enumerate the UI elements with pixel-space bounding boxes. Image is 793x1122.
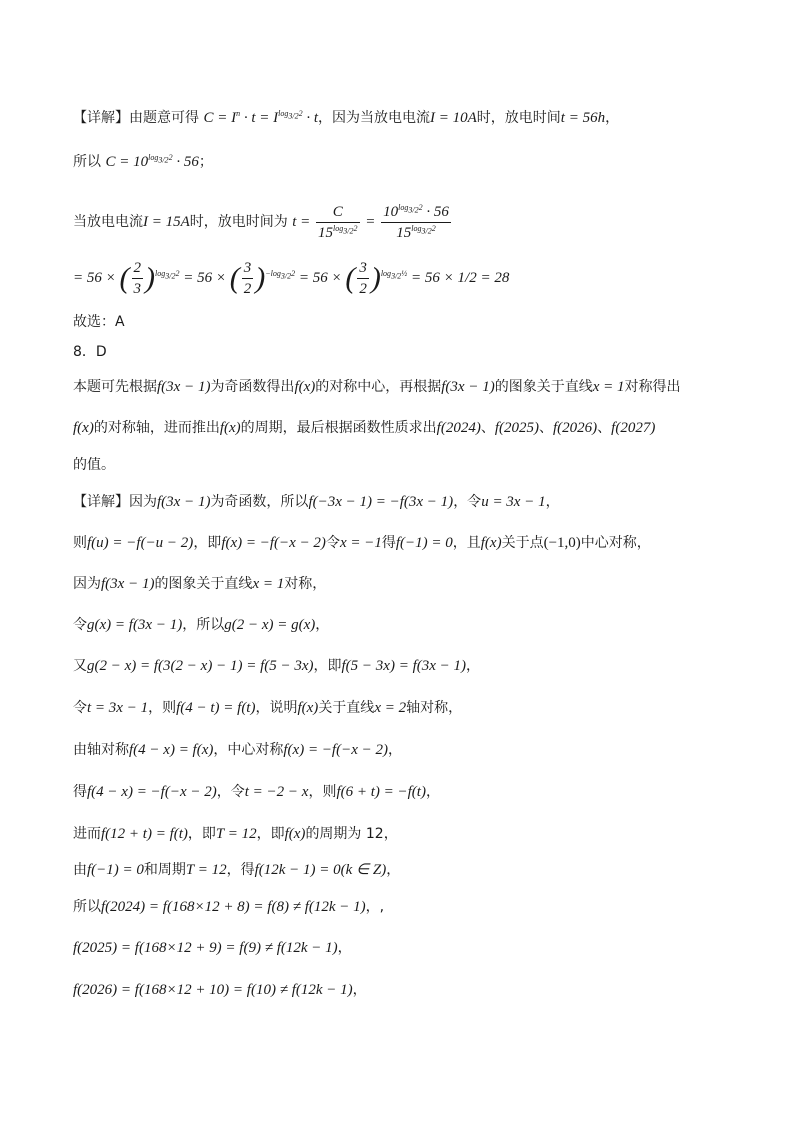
detail-label: 【详解】 — [73, 494, 129, 510]
text: 得 — [73, 784, 87, 800]
math: f(3x − 1) — [441, 379, 495, 395]
text: ，令 — [216, 784, 245, 800]
text: 关于直线 — [318, 700, 375, 716]
text: ， — [388, 742, 402, 758]
text: ，说明 — [255, 700, 298, 716]
capacity-formula: $C = I^n \cdot t = I^{log_{3/2}2} \cdot t$ — [203, 109, 319, 126]
text: 令 — [325, 535, 340, 551]
intro-line-3: 的值。 — [73, 457, 115, 473]
text: ， — [352, 982, 367, 998]
text: 时，放电时间为 — [189, 213, 288, 230]
text: ， — [545, 494, 560, 510]
math: x = 1 — [592, 379, 625, 395]
text: 为奇函数得出 — [210, 379, 295, 395]
math: f(2027) — [611, 420, 656, 436]
step-4 — [73, 615, 329, 635]
text: 时，放电时间 — [476, 110, 561, 126]
text: 的周期为 12， — [305, 826, 398, 842]
text: 、 — [480, 420, 495, 436]
step-6 — [73, 698, 462, 718]
text: ，因为当放电电流 — [318, 110, 431, 126]
text: 因为 — [73, 576, 101, 592]
text: ； — [198, 154, 213, 170]
math: f(12k − 1) = 0(k ∈ Z) — [254, 862, 387, 878]
text: 为奇函数，所以 — [210, 494, 309, 510]
step-11 — [73, 897, 384, 917]
math: T = 12 — [215, 826, 257, 842]
text: 得 — [381, 535, 396, 551]
text: 、 — [539, 420, 553, 436]
text: 因为 — [129, 494, 157, 510]
text: 本题可先根据 — [73, 379, 157, 395]
math: f(x) — [297, 700, 319, 716]
text: 的对称轴，进而推出 — [93, 420, 220, 436]
text: ，中心对称 — [213, 742, 284, 758]
math: f(4 − x) = f(x) — [129, 742, 214, 758]
text: 的周期，最后根据函数性质求出 — [240, 420, 437, 436]
time-formula: t = $\frac{C}{15^{log_{3/2}2}}$ = $\frac{10^{log_{3/2}2} \cdot 56}{15^{log_{3/2}2}}$ — [292, 203, 449, 241]
step-13 — [73, 980, 367, 1000]
text: ， — [466, 658, 481, 674]
math: f(2026) = f(168×12 + 10) = f(10) ≠ f(12k − 1) — [73, 982, 353, 998]
time-computation: = 56 × ( $\frac{2}{3}$ )$^{log_{3/2}2}$ = 56 × ( $\frac{3}{2}$ )$^{-log_{3/2}2}$ = 56 × ( $\frac{3}{2}$ )$^{log_{3/2}\frac{1}{2}}$ = 56 × 1/2 = 28 — [73, 260, 510, 297]
math: f(3x − 1) — [157, 494, 211, 510]
math: f(x) — [219, 420, 241, 436]
text: ，且 — [452, 535, 481, 551]
step-8 — [73, 782, 440, 802]
detail-label: 【详解】 — [73, 110, 129, 126]
text: ，即 — [187, 826, 216, 842]
math: x = 2 — [374, 700, 407, 716]
detail-line-2 — [73, 152, 213, 172]
text: 又 — [73, 658, 87, 674]
math: f(u) = −f(−u − 2) — [87, 535, 194, 551]
question-8-header: 8．D — [73, 344, 107, 360]
text: ，即 — [256, 826, 285, 842]
math: f(2024) — [436, 420, 481, 436]
math: f(2026) — [553, 420, 598, 436]
text: ，即 — [193, 535, 222, 551]
step-1 — [73, 492, 560, 512]
text: 由 — [73, 862, 87, 878]
answer-7: 故选：A — [73, 314, 125, 330]
text: 所以 — [73, 154, 101, 170]
capacity-value: $C = 10^{log_{3/2}2} \cdot 56$ — [105, 153, 199, 170]
time-condition: t = 56h — [560, 110, 606, 126]
text: 令 — [73, 700, 87, 716]
step-3 — [73, 574, 326, 594]
math: T = 12 — [185, 862, 227, 878]
detail-line-3 — [73, 202, 453, 243]
math: f(5 − 3x) = f(3x − 1) — [341, 658, 467, 674]
math: f(x) = −f(−x − 2) — [283, 742, 388, 758]
text: ，即 — [313, 658, 342, 674]
text: 的对称中心，再根据 — [315, 379, 442, 395]
math: f(2024) = f(168×12 + 8) = f(8) ≠ f(12k − 1) — [101, 899, 366, 915]
step-2 — [73, 533, 651, 553]
text: ，, — [365, 899, 385, 915]
math: (−1,0) — [543, 535, 581, 551]
intro-line-1 — [73, 377, 680, 397]
math: f(2025) = f(168×12 + 9) = f(9) ≠ f(12k − 1) — [73, 940, 338, 956]
text: 的图象关于直线 — [494, 379, 593, 395]
text: ， — [425, 784, 440, 800]
text: 则 — [73, 535, 87, 551]
math: f(6 + t) = −f(t) — [336, 784, 426, 800]
step-5 — [73, 656, 480, 676]
step-7 — [73, 740, 402, 760]
math: g(x) = f(3x − 1) — [87, 617, 183, 633]
math: f(3x − 1) — [101, 576, 155, 592]
math: t = −2 − x — [244, 784, 309, 800]
final-result: = 56 × 1/2 = 28 — [411, 269, 510, 286]
text: 的图象关于直线 — [154, 576, 253, 592]
text: 当放电电流 — [73, 213, 143, 230]
math: f(x) — [294, 379, 316, 395]
math: f(x) — [284, 826, 306, 842]
text: 由题意可得 — [129, 110, 199, 126]
text: 对称， — [284, 576, 327, 592]
math: x = −1 — [339, 535, 382, 551]
text: 、 — [597, 420, 612, 436]
text: 令 — [73, 617, 87, 633]
math: f(4 − x) = −f(−x − 2) — [87, 784, 217, 800]
math: f(3x − 1) — [157, 379, 211, 395]
text: ，则 — [308, 784, 337, 800]
text: ， — [386, 862, 401, 878]
step-10 — [73, 860, 400, 880]
math: f(x) = −f(−x − 2) — [221, 535, 326, 551]
math: f(−1) = 0 — [395, 535, 453, 551]
text: ，则 — [148, 700, 177, 716]
math: f(x) — [73, 420, 94, 436]
detail-line-4 — [73, 258, 509, 299]
math: f(−1) = 0 — [87, 862, 144, 878]
text: 由轴对称 — [73, 742, 129, 758]
intro-line-2 — [73, 418, 655, 438]
detail-line-1 — [73, 108, 619, 128]
step-12 — [73, 938, 352, 958]
text: 轴对称， — [406, 700, 463, 716]
text: ，得 — [226, 862, 255, 878]
text: 关于点 — [501, 535, 544, 551]
math: g(2 − x) = f(3(2 − x) − 1) = f(5 − 3x) — [87, 658, 314, 674]
math: x = 1 — [252, 576, 285, 592]
step-9 — [73, 824, 398, 844]
text: ，所以 — [182, 617, 225, 633]
text: ， — [315, 617, 330, 633]
math: t = 3x − 1 — [87, 700, 149, 716]
text: 中心对称， — [580, 535, 651, 551]
text: 对称得出 — [624, 379, 681, 395]
math: f(12 + t) = f(t) — [101, 826, 188, 842]
text: 进而 — [73, 826, 101, 842]
text: 和周期 — [143, 862, 186, 878]
math: f(x) — [480, 535, 502, 551]
text: ， — [337, 940, 352, 956]
math: g(2 − x) = g(x) — [224, 617, 316, 633]
text: ， — [605, 110, 620, 126]
text: 所以 — [73, 899, 101, 915]
current-condition: I = 10A — [430, 110, 477, 126]
math: f(2025) — [494, 420, 539, 436]
math: f(4 − t) = f(t) — [176, 700, 256, 716]
text: ，令 — [453, 494, 482, 510]
math: f(−3x − 1) = −f(3x − 1) — [308, 494, 454, 510]
current-condition: I = 15A — [143, 213, 190, 230]
math: u = 3x − 1 — [481, 494, 546, 510]
